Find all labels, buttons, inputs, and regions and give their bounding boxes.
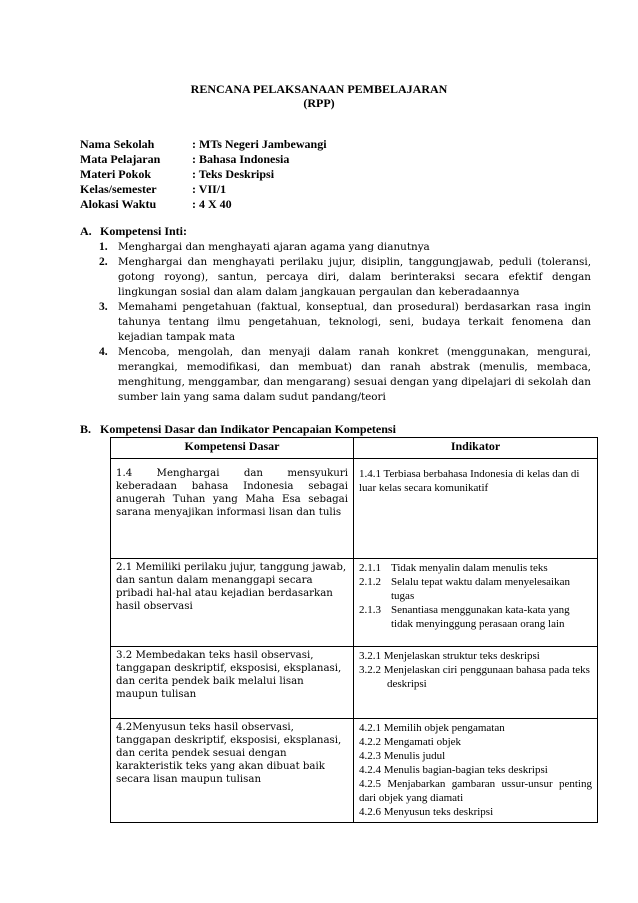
kd-cell: 4.2Menyusun teks hasil observasi, tanggapan deskriptif, eksposisi, eksplanasi, dan cerita pendek sesuai dengan karakteristik teks yang akan dibuat baik secara lisan maupun tulisan — [111, 719, 354, 823]
identity-label: Nama Sekolah — [80, 137, 155, 151]
indikator-item: 4.2.3 Menulis judul — [359, 750, 446, 762]
kd-cell: 3.2 Membedakan teks hasil observasi, tanggapan deskriptif, eksposisi, eksplanasi, dan cerita pendek baik melalui lisan maupun tulisan — [111, 647, 354, 719]
identity-block — [80, 137, 327, 212]
identity-label: Kelas/semester — [80, 182, 157, 196]
kd-cell: 1.4 Menghargai dan mensyukuri keberadaan bahasa Indonesia sebagai anugerah Tuhan yang Maha Esa sebagai sarana menyajikan informasi lisan dan tulis — [111, 459, 354, 559]
indikator-code: 2.1.2 — [359, 576, 381, 588]
section-a-heading — [80, 224, 187, 239]
list-item — [99, 240, 591, 255]
indikator-item: 4.2.6 Menyusun teks deskripsi — [359, 806, 494, 818]
indikator-code: 2.1.1 — [359, 562, 381, 574]
identity-label: Materi Pokok — [80, 167, 151, 181]
section-a-letter: A. — [80, 224, 92, 238]
section-a-title: Kompetensi Inti: — [100, 224, 187, 238]
table-row — [111, 559, 598, 647]
list-item-number: 3. — [99, 301, 108, 313]
identity-row — [80, 137, 327, 152]
list-item-text: Menghargai dan menghayati perilaku jujur, disiplin, tanggungjawab, peduli (toleransi, gotong royong), santun, percaya diri, dalam berinteraksi secara efektif dengan lingkungan sosial dan alam dalam jangkauan pergaulan dan keberadaannya — [118, 256, 591, 298]
table-row — [111, 647, 598, 719]
list-item-number: 1. — [99, 241, 108, 253]
indikator-text: Senantiasa menggunakan kata-kata yang tidak menyinggung perasaan orang lain — [391, 604, 570, 630]
identity-row — [80, 152, 327, 167]
identity-row — [80, 182, 327, 197]
list-item-number: 2. — [99, 256, 108, 268]
kompetensi-inti-list — [99, 240, 591, 405]
identity-value: : Teks Deskripsi — [192, 167, 275, 181]
header-kompetensi-dasar: Kompetensi Dasar — [111, 438, 354, 459]
identity-row — [80, 197, 327, 212]
table-row — [111, 459, 598, 559]
list-item — [99, 345, 591, 405]
kd-cell: 2.1 Memiliki perilaku jujur, tanggung jawab, dan santun dalam menanggapi secara pribadi hal-hal atau kejadian berdasarkan hasil observasi — [111, 559, 354, 647]
indikator-cell — [354, 719, 598, 823]
header-indikator: Indikator — [354, 438, 598, 459]
identity-value: : VII/1 — [192, 182, 227, 196]
indikator-item: 4.2.5 Menjabarkan gambaran ussur-unsur penting dari objek yang diamati — [359, 778, 592, 804]
indikator-item: 3.2.2 Menjelaskan ciri penggunaan bahasa pada teks deskripsi — [359, 664, 590, 690]
section-b-letter: B. — [80, 422, 92, 436]
document-title — [0, 82, 638, 110]
list-item — [99, 255, 591, 300]
list-item-text: Menghargai dan menghayati ajaran agama yang dianutnya — [118, 241, 430, 253]
indikator-item: 4.2.2 Mengamati objek — [359, 736, 462, 748]
table-header-row — [111, 438, 598, 459]
indikator-item: 1.4.1 Terbiasa berbahasa Indonesia di kelas dan di luar kelas secara komunikatif — [359, 468, 580, 494]
indikator-code: 2.1.3 — [359, 604, 381, 616]
table-row — [111, 719, 598, 823]
indikator-item — [359, 575, 592, 603]
list-item-text: Mencoba, mengolah, dan menyaji dalam ranah konkret (menggunakan, mengurai, merangkai, memodifikasi, dan membuat) dan ranah abstrak (menulis, membaca, menghitung, menggambar, dan mengarang) sesuai dengan yang dipelajari di sekolah dan sumber lain yang sama dalam sudut pandang/teori — [118, 346, 591, 403]
list-item — [99, 300, 591, 345]
title-line-1: RENCANA PELAKSANAAN PEMBELAJARAN — [190, 82, 448, 96]
indikator-item: 3.2.1 Menjelaskan struktur teks deskripsi — [359, 650, 540, 662]
identity-value: : Bahasa Indonesia — [192, 152, 290, 166]
indikator-cell — [354, 459, 598, 559]
indikator-cell — [354, 559, 598, 647]
section-b-title: Kompetensi Dasar dan Indikator Pencapaian Kompetensi — [100, 422, 396, 436]
identity-label: Alokasi Waktu — [80, 197, 157, 211]
indikator-text: Selalu tepat waktu dalam menyelesaikan tugas — [391, 576, 570, 602]
indikator-cell — [354, 647, 598, 719]
indikator-item — [359, 561, 592, 575]
section-b-heading — [80, 422, 396, 437]
indikator-item — [359, 603, 592, 631]
indikator-text: Tidak menyalin dalam menulis teks — [391, 562, 548, 574]
list-item-text: Memahami pengetahuan (faktual, konseptual, dan prosedural) berdasarkan rasa ingin tahunya tentang ilmu pengetahuan, teknologi, seni, budaya terkait fenomena dan kejadian tampak mata — [118, 301, 591, 343]
identity-value: : MTs Negeri Jambewangi — [192, 137, 327, 151]
kompetensi-table — [110, 437, 598, 823]
list-item-number: 4. — [99, 346, 108, 358]
identity-row — [80, 167, 327, 182]
identity-label: Mata Pelajaran — [80, 152, 161, 166]
title-line-2: (RPP) — [303, 96, 335, 110]
identity-value: : 4 X 40 — [192, 197, 232, 211]
indikator-item: 4.2.4 Menulis bagian-bagian teks deskripsi — [359, 764, 548, 776]
indikator-item: 4.2.1 Memilih objek pengamatan — [359, 722, 505, 734]
